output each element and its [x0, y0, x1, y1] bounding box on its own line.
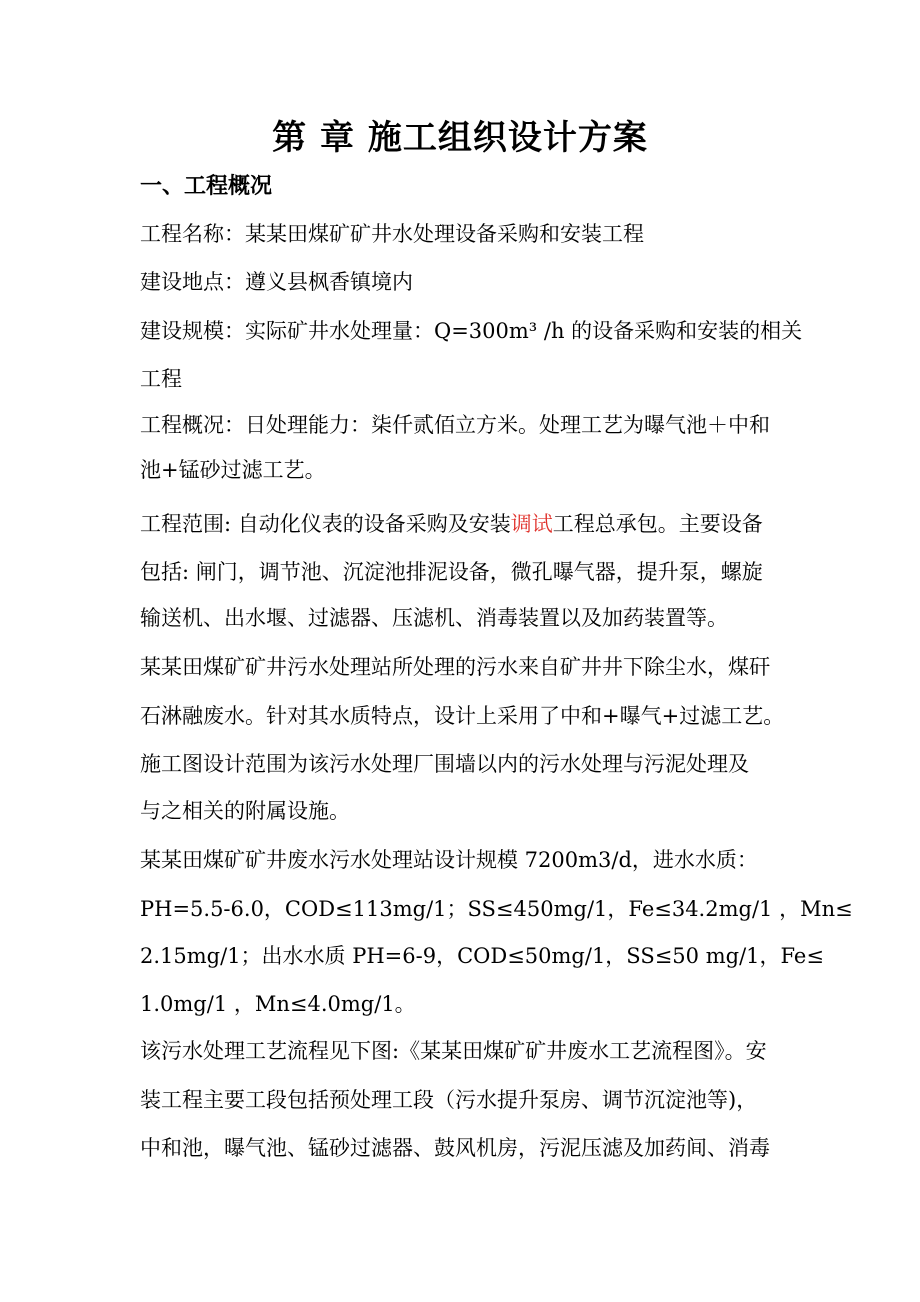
process-line: 中和池，曝气池、锰砂过滤器、鼓风机房，污泥压滤及加药间、消毒 [140, 1136, 770, 1160]
scope-text-start: 工程范围: 自动化仪表的设备采购及安装 [140, 512, 511, 536]
process-line: 该污水处理工艺流程见下图:《某某田煤矿矿井废水工艺流程图》。安 [140, 1039, 767, 1063]
process-line: 装工程主要工段包括预处理工段（污水提升泵房、调节沉淀池等)， [140, 1088, 758, 1112]
equipment-line: 包括: 闸门，调节池、沉淀池排泥设备，微孔曝气器，提升泵，螺旋 [140, 560, 763, 584]
paragraph-line: 石淋融废水。针对其水质特点，设计上采用了中和+曝气+过滤工艺。 [140, 704, 785, 728]
water-quality-line: 某某田煤矿矿井废水污水处理站设计规模 7200m3/d，进水水质： [140, 848, 758, 872]
project-name-line: 工程名称：某某田煤矿矿井水处理设备采购和安装工程 [140, 222, 644, 246]
chapter-title: 第 章 施工组织设计方案 [272, 118, 648, 158]
scope-line [140, 509, 763, 539]
location-line: 建设地点：遵义县枫香镇境内 [140, 270, 413, 294]
section-heading: 一、工程概况 [140, 173, 273, 199]
water-quality-line: 1.0mg/1 ，Mn≤4.0mg/1。 [140, 992, 416, 1016]
scope-text-end: 工程总承包。主要设备 [552, 512, 763, 536]
water-quality-line: PH=5.5-6.0，COD≤113mg/1；SS≤450mg/1，Fe≤34.2mg/1 ，Mn≤ [140, 897, 853, 921]
water-quality-line: 2.15mg/1；出水水质 PH=6-9，COD≤50mg/1，SS≤50 mg/1，Fe≤ [140, 944, 824, 968]
paragraph-line: 与之相关的附属设施。 [140, 799, 350, 823]
overview-line-continued: 池+锰砂过滤工艺。 [140, 458, 326, 482]
paragraph-line: 某某田煤矿矿井污水处理站所处理的污水来自矿井井下除尘水，煤矸 [140, 655, 770, 679]
highlighted-term: 调试 [510, 512, 553, 536]
scale-line: 建设规模：实际矿井水处理量：Q=300m³ /h 的设备采购和安装的相关 [140, 319, 803, 343]
scale-line-continued: 工程 [140, 367, 182, 391]
equipment-line-continued: 输送机、出水堰、过滤器、压滤机、消毒装置以及加药装置等。 [140, 606, 728, 630]
overview-line: 工程概况：日处理能力：柒仟贰佰立方米。处理工艺为曝气池＋中和 [140, 413, 770, 437]
paragraph-line: 施工图设计范围为该污水处理厂围墙以内的污水处理与污泥处理及 [140, 752, 749, 776]
